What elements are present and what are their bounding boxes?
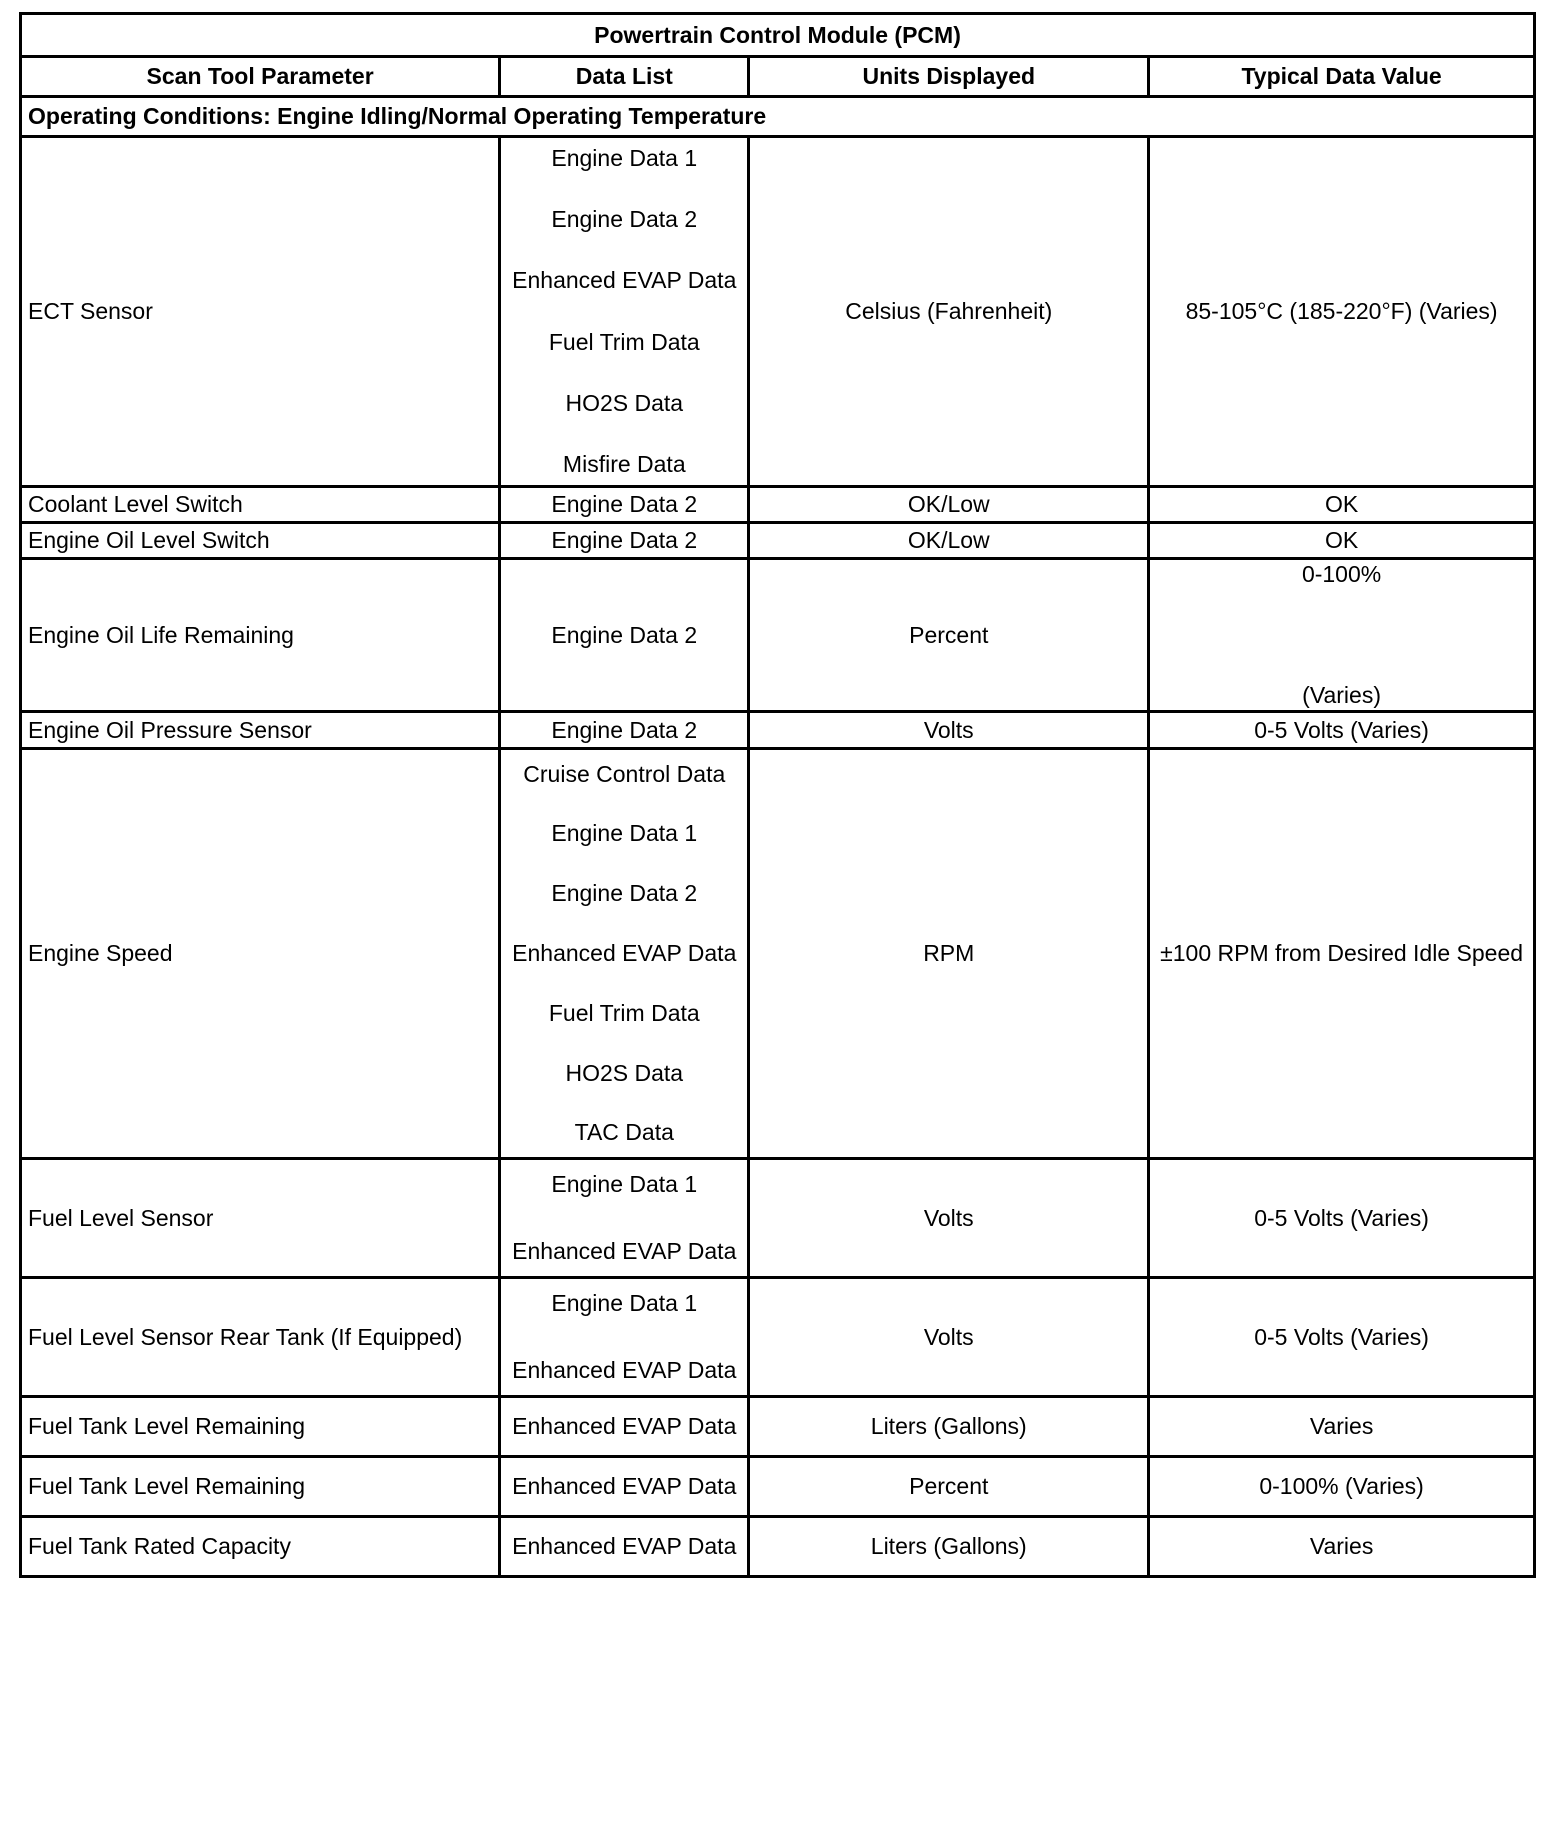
table-row: [21, 712, 1535, 749]
scan-tool-parameter-cell: Engine Speed: [21, 749, 500, 1159]
data-list-item: Enhanced EVAP Data: [512, 1533, 737, 1559]
pcm-data-table: [19, 12, 1536, 1578]
typical-data-value-cell: 0-5 Volts (Varies): [1149, 1278, 1535, 1397]
data-list-item: Enhanced EVAP Data: [512, 1357, 737, 1383]
data-list-cell: [500, 1397, 749, 1457]
data-list-cell: [500, 137, 749, 487]
typical-data-value-cell: OK: [1149, 523, 1535, 559]
table-row: [21, 749, 1535, 1159]
data-list-item: Enhanced EVAP Data: [512, 1238, 737, 1264]
table-row: [21, 559, 1535, 712]
data-list-cell: [500, 523, 749, 559]
units-displayed-cell: OK/Low: [749, 523, 1149, 559]
data-list-stack: [507, 1170, 741, 1266]
data-list-item: Engine Data 1: [551, 1171, 698, 1197]
header-typical-data-value: Typical Data Value: [1149, 57, 1535, 97]
data-list-item: Engine Data 2: [551, 491, 698, 517]
data-list-stack: [507, 760, 741, 1148]
typical-data-value-cell: 0-100% (Varies): [1149, 1457, 1535, 1517]
units-displayed-cell: OK/Low: [749, 487, 1149, 523]
units-displayed-cell: Percent: [749, 559, 1149, 712]
header-units-displayed: Units Displayed: [749, 57, 1149, 97]
data-list-item: Enhanced EVAP Data: [512, 939, 737, 966]
typical-data-value-cell: 0-5 Volts (Varies): [1149, 712, 1535, 749]
scan-tool-parameter-cell: Fuel Level Sensor Rear Tank (If Equipped): [21, 1278, 500, 1397]
units-displayed-cell: RPM: [749, 749, 1149, 1159]
data-list-cell: [500, 1159, 749, 1278]
units-displayed-cell: Percent: [749, 1457, 1149, 1517]
data-list-cell: [500, 1278, 749, 1397]
data-list-cell: [500, 1517, 749, 1577]
typical-value-stack: [1156, 560, 1527, 710]
data-list-stack: [507, 1289, 741, 1385]
data-list-cell: [500, 1457, 749, 1517]
data-list-item: Cruise Control Data: [523, 760, 726, 787]
units-displayed-cell: Celsius (Fahrenheit): [749, 137, 1149, 487]
data-list-item: HO2S Data: [565, 1059, 684, 1086]
table-row: [21, 1397, 1535, 1457]
data-list-item: Engine Data 1: [551, 820, 698, 847]
typical-value-item: 0-100%: [1301, 561, 1382, 587]
table-title: Powertrain Control Module (PCM): [21, 14, 1535, 57]
data-list-stack: [507, 716, 741, 745]
data-list-item: Engine Data 2: [551, 716, 698, 743]
data-list-item: Enhanced EVAP Data: [512, 1413, 737, 1439]
scan-tool-parameter-cell: Fuel Tank Rated Capacity: [21, 1517, 500, 1577]
typical-data-value-cell: Varies: [1149, 1517, 1535, 1577]
typical-data-value-cell: ±100 RPM from Desired Idle Speed: [1149, 749, 1535, 1159]
data-list-item: Engine Data 1: [551, 1290, 698, 1316]
typical-data-value-cell: OK: [1149, 487, 1535, 523]
data-list-stack: [507, 621, 741, 650]
data-list-cell: [500, 749, 749, 1159]
table-row: [21, 1278, 1535, 1397]
units-displayed-cell: Liters (Gallons): [749, 1397, 1149, 1457]
operating-conditions-row: [21, 97, 1535, 137]
table-row: [21, 1517, 1535, 1577]
scan-tool-parameter-cell: Fuel Level Sensor: [21, 1159, 500, 1278]
data-list-cell: [500, 487, 749, 523]
table-header-row: [21, 57, 1535, 97]
data-list-item: Engine Data 2: [551, 206, 698, 233]
units-displayed-cell: Liters (Gallons): [749, 1517, 1149, 1577]
header-scan-tool-parameter: Scan Tool Parameter: [21, 57, 500, 97]
data-list-stack: [507, 1412, 741, 1441]
operating-conditions: Operating Conditions: Engine Idling/Normal Operating Temperature: [21, 97, 1535, 137]
table-row: [21, 137, 1535, 487]
data-list-item: Engine Data 2: [551, 527, 698, 553]
scan-tool-parameter-cell: Coolant Level Switch: [21, 487, 500, 523]
data-list-stack: [507, 144, 741, 479]
data-list-cell: [500, 712, 749, 749]
data-list-stack: [507, 490, 741, 519]
data-list-item: Enhanced EVAP Data: [512, 267, 737, 294]
units-displayed-cell: Volts: [749, 1278, 1149, 1397]
scan-tool-parameter-cell: Fuel Tank Level Remaining: [21, 1457, 500, 1517]
data-list-item: HO2S Data: [565, 389, 684, 416]
units-displayed-cell: Volts: [749, 1159, 1149, 1278]
data-list-item: Misfire Data: [562, 450, 686, 477]
table-title-row: [21, 14, 1535, 57]
scan-tool-parameter-cell: Engine Oil Level Switch: [21, 523, 500, 559]
header-data-list: Data List: [500, 57, 749, 97]
units-displayed-cell: Volts: [749, 712, 1149, 749]
typical-value-item: (Varies): [1302, 682, 1381, 708]
table-row: [21, 1457, 1535, 1517]
data-list-item: TAC Data: [574, 1119, 674, 1146]
scan-tool-parameter-cell: Fuel Tank Level Remaining: [21, 1397, 500, 1457]
data-list-stack: [507, 1532, 741, 1561]
scan-tool-parameter-cell: Engine Oil Life Remaining: [21, 559, 500, 712]
data-list-stack: [507, 1472, 741, 1501]
table-row: [21, 487, 1535, 523]
data-list-item: Fuel Trim Data: [548, 328, 700, 355]
typical-data-value-cell: 85-105°C (185-220°F) (Varies): [1149, 137, 1535, 487]
data-list-stack: [507, 526, 741, 555]
typical-data-value-cell: Varies: [1149, 1397, 1535, 1457]
table-row: [21, 523, 1535, 559]
scan-tool-parameter-cell: ECT Sensor: [21, 137, 500, 487]
typical-data-value-cell: [1149, 559, 1535, 712]
data-list-item: Engine Data 2: [551, 880, 698, 907]
data-list-item: Engine Data 2: [551, 621, 698, 648]
data-list-item: Enhanced EVAP Data: [512, 1473, 737, 1499]
data-list-item: Fuel Trim Data: [548, 999, 700, 1026]
data-list-item: Engine Data 1: [551, 145, 698, 171]
table-row: [21, 1159, 1535, 1278]
scan-tool-parameter-cell: Engine Oil Pressure Sensor: [21, 712, 500, 749]
data-list-cell: [500, 559, 749, 712]
typical-data-value-cell: 0-5 Volts (Varies): [1149, 1159, 1535, 1278]
